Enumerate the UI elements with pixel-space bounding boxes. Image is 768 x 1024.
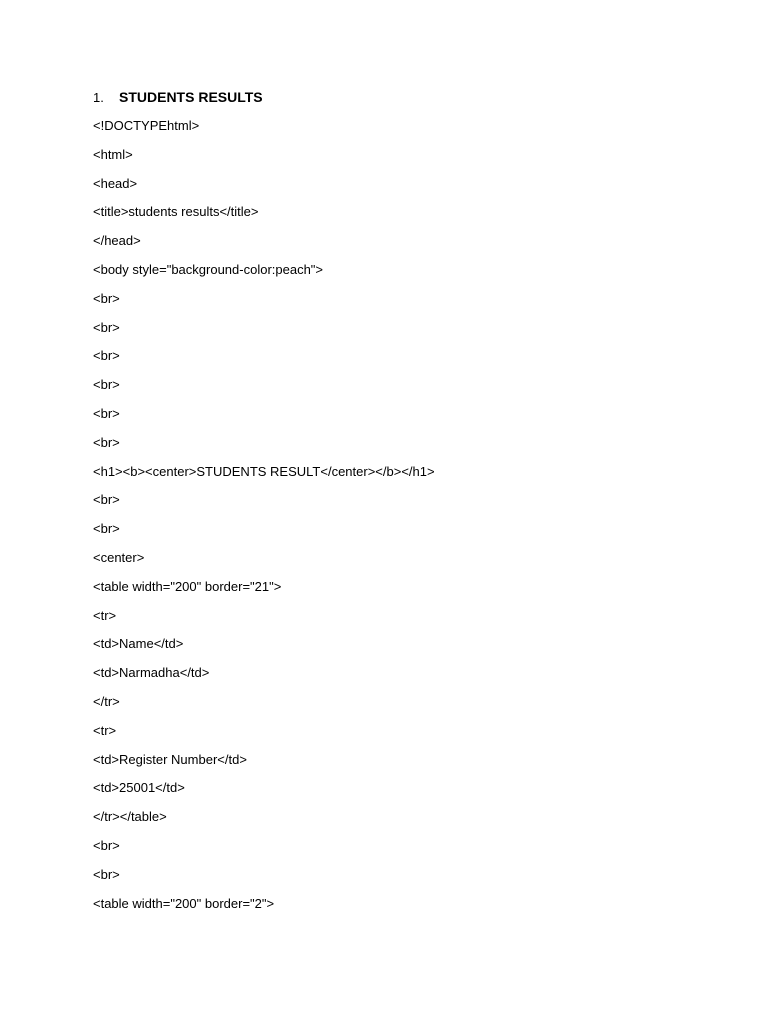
code-line: <td>25001</td> <box>93 780 185 796</box>
code-line: </tr></table> <box>93 809 167 825</box>
code-line: <tr> <box>93 607 117 623</box>
code-line: </tr> <box>93 693 120 709</box>
code-line: <center> <box>93 549 145 565</box>
section-heading <box>93 87 263 107</box>
code-listing <box>93 116 435 922</box>
code-line: <head> <box>93 175 138 191</box>
code-line: <tr> <box>93 722 117 738</box>
code-line: <br> <box>93 866 120 882</box>
code-line: <br> <box>93 837 120 853</box>
code-line: <h1><b><center>STUDENTS RESULT</center></b></h1> <box>93 463 435 479</box>
code-line: <table width="200" border="21"> <box>93 578 282 594</box>
code-line: <table width="200" border="2"> <box>93 895 275 911</box>
code-line: <!DOCTYPEhtml> <box>93 118 200 133</box>
section-number: 1. <box>93 89 104 105</box>
code-line: <br> <box>93 377 120 393</box>
code-line: <br> <box>93 521 120 537</box>
code-line: <br> <box>93 434 120 450</box>
code-line: <br> <box>93 405 120 421</box>
code-line: <br> <box>93 348 120 364</box>
code-line: <td>Narmadha</td> <box>93 665 210 681</box>
code-line: <title>students results</title> <box>93 204 259 220</box>
code-line: <br> <box>93 319 120 335</box>
code-line: <br> <box>93 492 120 508</box>
code-line: </head> <box>93 233 141 249</box>
code-line: <br> <box>93 290 120 306</box>
code-line: <td>Register Number</td> <box>93 751 247 767</box>
code-line: <html> <box>93 146 133 162</box>
section-title: STUDENTS RESULTS <box>119 89 263 105</box>
code-line: <td>Name</td> <box>93 636 184 652</box>
code-line: <body style="background-color:peach"> <box>93 261 324 277</box>
